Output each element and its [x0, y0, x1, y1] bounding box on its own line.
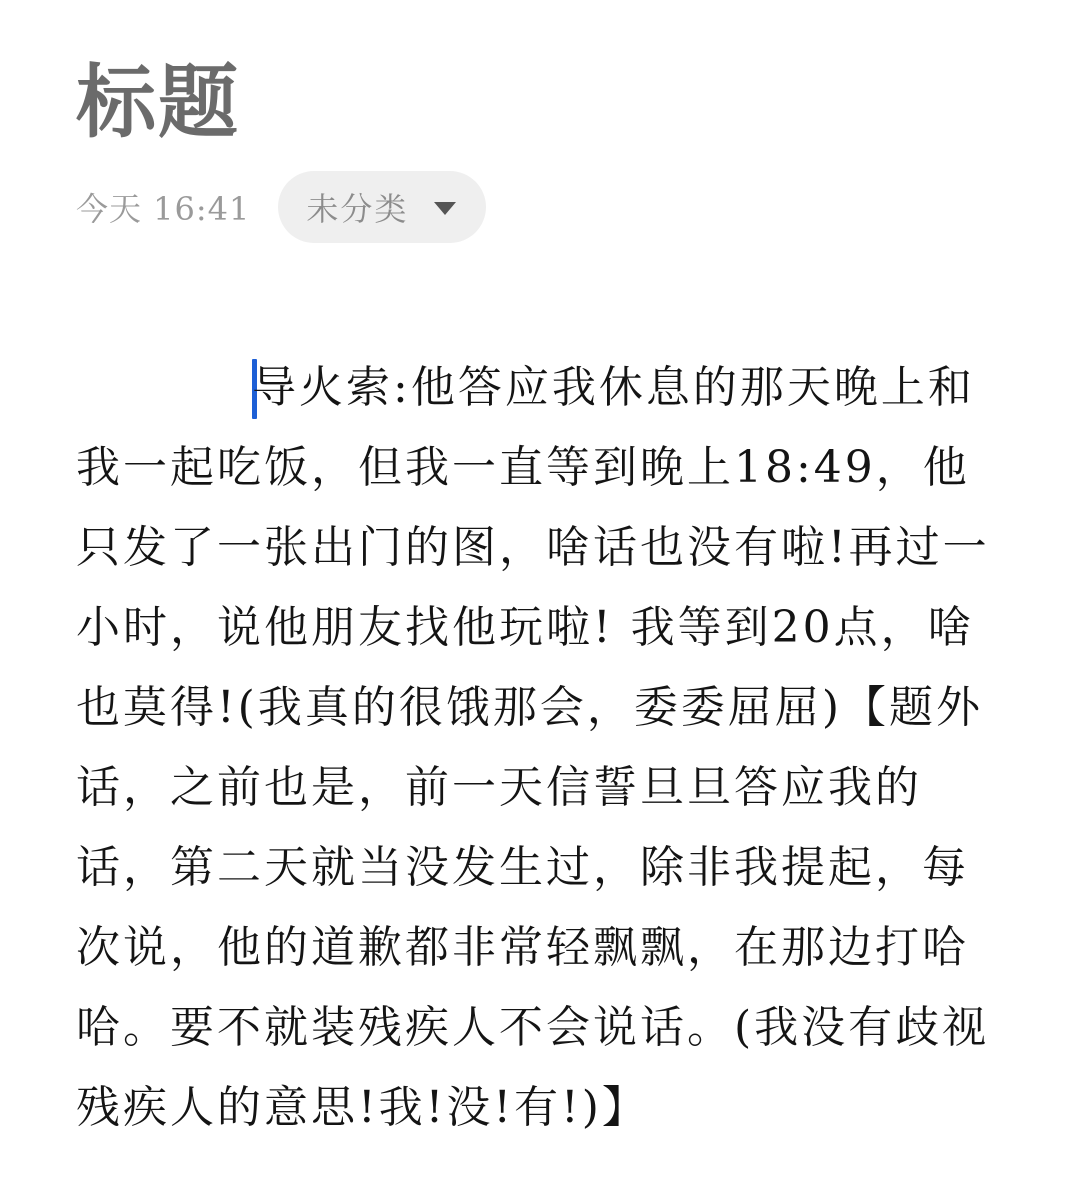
note-body[interactable]: 导火索:他答应我休息的那天晚上和我一起吃饭，但我一直等到晚上18:49，他只发了一张出门的图，啥话也没有啦!再过一小时，说他朋友找他玩啦! 我等到20点，啥也莫得!(我真的很饿那会，委委屈屈)【题外话，之前也是，前一天信誓旦旦答应我的话，第二天就当没发生过，除非我提起，每次说，他的道歉都非常轻飘飘，在那边打哈哈。要不就装残疾人不会说话。(我没有歧视残疾人的意思!我!没!有!)】 [76, 362, 990, 1133]
category-dropdown[interactable] [278, 171, 486, 243]
category-label: 未分类 [306, 190, 409, 228]
caret-down-icon [434, 202, 456, 215]
note-title[interactable]: 标题 [76, 55, 240, 149]
note-timestamp: 今天 16:41 [76, 190, 251, 228]
note-meta-row [76, 171, 486, 243]
